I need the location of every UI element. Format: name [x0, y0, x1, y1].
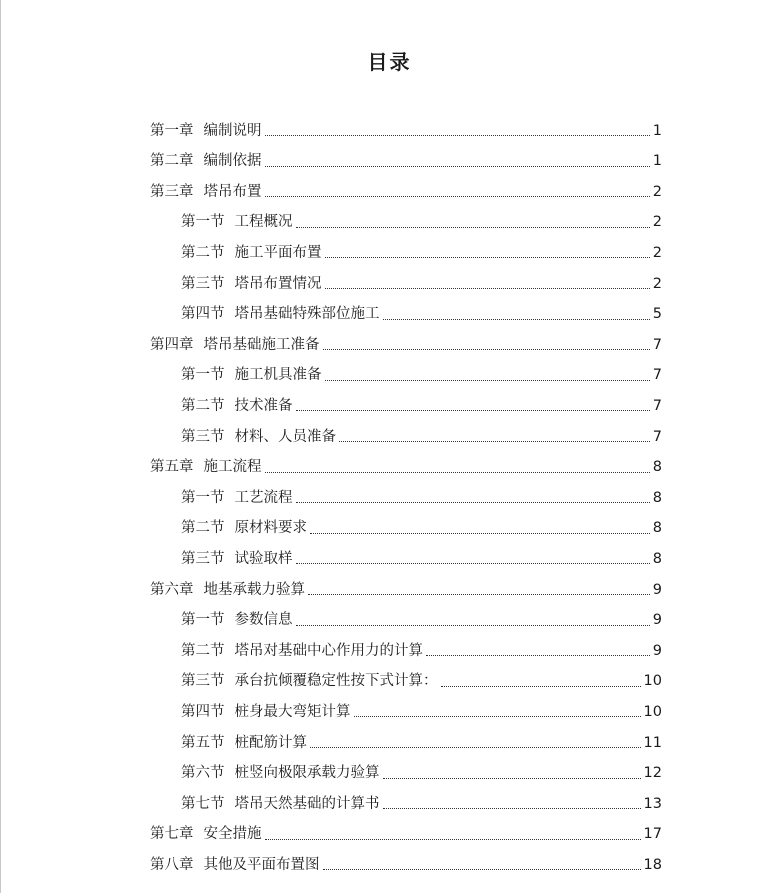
toc-entry-number: 第八章: [150, 856, 194, 873]
toc-dot-leader: [323, 868, 641, 870]
toc-entry-text: 编制依据: [203, 153, 262, 170]
toc-dot-leader: [310, 532, 650, 534]
toc-dot-leader: [323, 348, 650, 350]
toc-entry-text: 工程概况: [234, 214, 293, 231]
toc-dot-leader: [325, 256, 650, 258]
toc-entry-number: 第一节: [181, 612, 225, 629]
toc-page-number: 12: [643, 765, 662, 782]
toc-page-number: 17: [643, 826, 662, 843]
toc-page-number: 5: [652, 306, 662, 323]
toc-entry-text: 塔吊基础施工准备: [203, 336, 320, 353]
toc-entry[interactable]: [181, 663, 662, 693]
toc-page-number: 8: [652, 520, 662, 537]
toc-dot-leader: [310, 746, 641, 748]
toc-dot-leader: [265, 471, 650, 473]
toc-entry-text: 工艺流程: [234, 489, 293, 506]
toc-entry-number: 第三节: [181, 428, 225, 445]
toc-entry-text: 塔吊布置情况: [234, 275, 322, 292]
toc-dot-leader: [325, 287, 650, 289]
toc-entry-number: 第三节: [181, 275, 225, 292]
toc-entry-number: 第一节: [181, 367, 225, 384]
toc-dot-leader: [383, 807, 641, 809]
toc-entry-label: [181, 521, 307, 540]
toc-entry-number: 第四节: [181, 703, 225, 720]
toc-page-number: 9: [652, 581, 662, 598]
toc-entry-text: 塔吊对基础中心作用力的计算: [234, 642, 423, 659]
toc-entry-label: [181, 674, 438, 693]
toc-entry-label: [181, 736, 307, 755]
toc-entry[interactable]: [181, 357, 662, 387]
toc-entry-label: [181, 399, 293, 418]
toc-entry-text: 参数信息: [234, 612, 293, 629]
toc-entry[interactable]: [150, 846, 662, 876]
toc-entry[interactable]: [150, 112, 662, 142]
toc-entry[interactable]: [150, 816, 662, 846]
toc-entry-number: 第二节: [181, 244, 225, 261]
toc-entry[interactable]: [181, 602, 662, 632]
toc-entry-label: [181, 705, 351, 724]
toc-entry-label: [181, 246, 322, 265]
toc-entry-label: [150, 858, 320, 877]
toc-entry[interactable]: [181, 479, 662, 509]
toc-page-number: 2: [652, 275, 662, 292]
toc-dot-leader: [265, 165, 650, 167]
toc-entry-text: 地基承载力验算: [203, 581, 305, 598]
toc-entry-number: 第七节: [181, 795, 225, 812]
toc-dot-leader: [441, 685, 641, 687]
toc-entry-number: 第二节: [181, 642, 225, 659]
toc-entry-number: 第二节: [181, 520, 225, 537]
toc-entry-number: 第一节: [181, 489, 225, 506]
toc-entry-number: 第一节: [181, 214, 225, 231]
toc-entry-label: [181, 491, 293, 510]
toc-entry-number: 第二节: [181, 397, 225, 414]
toc-entry-label: [150, 460, 262, 479]
toc-page-number: 2: [652, 244, 662, 261]
toc-entry-label: [181, 766, 380, 785]
toc-dot-leader: [325, 379, 650, 381]
toc-entry[interactable]: [150, 326, 662, 356]
toc-entry-number: 第五节: [181, 734, 225, 751]
toc-entry-text: 塔吊基础特殊部位施工: [234, 306, 380, 323]
toc-dot-leader: [296, 624, 650, 626]
toc-dot-leader: [426, 654, 650, 656]
toc-entry[interactable]: [181, 265, 662, 295]
toc-entry-number: 第四章: [150, 336, 194, 353]
toc-entry[interactable]: [181, 693, 662, 723]
page-left-edge: [0, 0, 1, 893]
toc-dot-leader: [265, 195, 650, 197]
toc-entry-text: 施工平面布置: [234, 244, 322, 261]
toc-entry[interactable]: [181, 755, 662, 785]
toc-page-number: 7: [652, 336, 662, 353]
toc-page-number: 1: [652, 153, 662, 170]
toc-dot-leader: [308, 593, 650, 595]
toc-page-number: 8: [652, 459, 662, 476]
toc-page-number: 8: [652, 550, 662, 567]
toc-entry-number: 第三节: [181, 673, 225, 690]
toc-entry-text: 塔吊天然基础的计算书: [234, 795, 380, 812]
toc-page-number: 2: [652, 214, 662, 231]
toc-page-number: 8: [652, 489, 662, 506]
toc-entry[interactable]: [181, 785, 662, 815]
toc-entry-label: [150, 185, 262, 204]
toc-dot-leader: [354, 715, 641, 717]
toc-entry-label: [150, 583, 305, 602]
toc-page-number: 9: [652, 642, 662, 659]
toc-entry[interactable]: [181, 234, 662, 264]
toc-entry-text: 施工流程: [203, 459, 262, 476]
toc-entry-text: 桩竖向极限承载力验算: [234, 765, 380, 782]
toc-entry[interactable]: [181, 724, 662, 754]
toc-entry[interactable]: [181, 296, 662, 326]
toc-entry[interactable]: [181, 540, 662, 570]
toc-entry[interactable]: [181, 510, 662, 540]
toc-entry-text: 其他及平面布置图: [203, 856, 320, 873]
toc-entry-text: 材料、人员准备: [234, 428, 336, 445]
toc-page-number: 10: [643, 673, 662, 690]
toc-page-number: 9: [652, 612, 662, 629]
toc-entry-text: 技术准备: [234, 397, 293, 414]
toc-entry-text: 施工机具准备: [234, 367, 322, 384]
toc-entry-label: [150, 124, 262, 143]
toc-entry-number: 第五章: [150, 459, 194, 476]
toc-page-number: 10: [643, 703, 662, 720]
toc-entry-label: [181, 613, 293, 632]
toc-dot-leader: [265, 134, 650, 136]
toc-entry-label: [181, 368, 322, 387]
toc-entry[interactable]: [181, 632, 662, 662]
toc-entry[interactable]: [181, 418, 662, 448]
toc-entry[interactable]: [181, 204, 662, 234]
toc-page-number: 11: [643, 734, 662, 751]
toc-page-number: 7: [652, 397, 662, 414]
toc-entry-number: 第一章: [150, 122, 194, 139]
toc-page-number: 1: [652, 122, 662, 139]
toc-dot-leader: [296, 501, 650, 503]
toc-entry-text: 桩配筋计算: [234, 734, 307, 751]
toc-dot-leader: [296, 562, 650, 564]
toc-dot-leader: [383, 777, 641, 779]
toc-entry-number: 第二章: [150, 153, 194, 170]
toc-entry-label: [181, 215, 293, 234]
toc-entry-number: 第七章: [150, 826, 194, 843]
toc-dot-leader: [296, 409, 650, 411]
toc-entry-number: 第三章: [150, 183, 194, 200]
toc-entry[interactable]: [150, 571, 662, 601]
toc-entry[interactable]: [181, 387, 662, 417]
toc-page-number: 18: [643, 856, 662, 873]
toc-entry-text: 桩身最大弯矩计算: [234, 703, 351, 720]
toc-entry-label: [181, 797, 380, 816]
toc-entry[interactable]: [150, 449, 662, 479]
toc-page-number: 7: [652, 428, 662, 445]
toc-entry-number: 第三节: [181, 550, 225, 567]
toc-page-number: 13: [643, 795, 662, 812]
toc-entry-number: 第六节: [181, 765, 225, 782]
toc-entry[interactable]: [150, 143, 662, 173]
toc-entry-label: [181, 552, 293, 571]
toc-entry-number: 第四节: [181, 306, 225, 323]
toc-entry-label: [181, 307, 380, 326]
toc-entry-number: 第六章: [150, 581, 194, 598]
toc-entry-text: 承台抗倾覆稳定性按下式计算：: [234, 673, 438, 690]
toc-entry-label: [181, 644, 423, 663]
toc-entry-label: [150, 338, 320, 357]
toc-title: 目录: [367, 50, 412, 74]
toc-entry-text: 原材料要求: [234, 520, 307, 537]
toc-entry-label: [181, 277, 322, 296]
toc-entry-text: 塔吊布置: [203, 183, 262, 200]
toc-entry[interactable]: [150, 173, 662, 203]
toc-entry-text: 试验取样: [234, 550, 293, 567]
toc-entry-text: 安全措施: [203, 826, 262, 843]
toc-dot-leader: [296, 226, 650, 228]
toc-entry-label: [150, 154, 262, 173]
toc-page-number: 2: [652, 183, 662, 200]
toc-dot-leader: [265, 838, 641, 840]
toc-entry-label: [150, 827, 262, 846]
toc-dot-leader: [383, 318, 650, 320]
toc-entry-label: [181, 430, 336, 449]
toc-dot-leader: [339, 440, 650, 442]
toc-page-number: 7: [652, 367, 662, 384]
toc-entry-text: 编制说明: [203, 122, 262, 139]
